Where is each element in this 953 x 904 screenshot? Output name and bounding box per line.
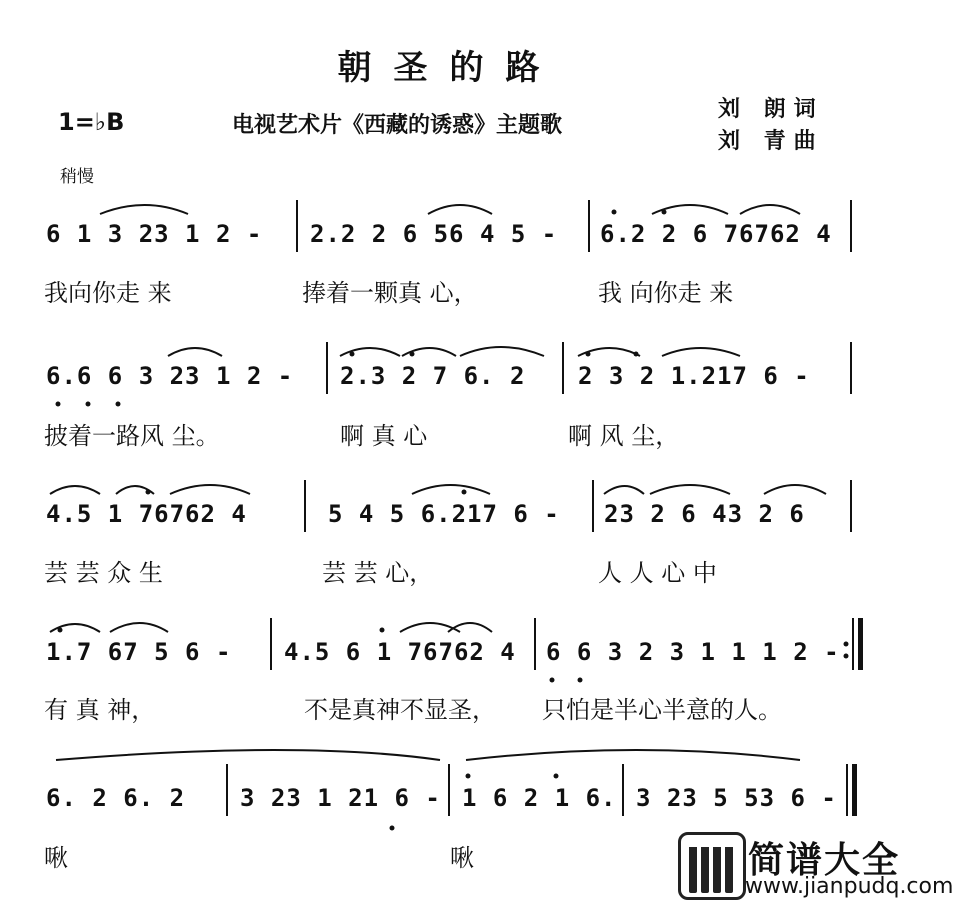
row3-measure3-notes: 23 2 6 43 2 6 — [604, 500, 805, 528]
row5-measure3-notes: 1 6 2 1 6. — [462, 784, 617, 812]
row4-measure3-notes: 6 6 3 2 3 1 1 1 2 - — [546, 638, 840, 666]
piano-logo-icon — [678, 832, 746, 900]
row2-lyrics2: 啊 真 心 — [340, 422, 428, 450]
row5-measure4-notes: 3 23 5 53 6 - — [636, 784, 837, 812]
row4-lyrics2: 不是真神不显圣， — [304, 696, 496, 724]
tempo-marking: 稍慢 — [60, 167, 94, 187]
row4-measure1-notes: 1.7 67 5 6 - — [46, 638, 232, 666]
row5-lyrics3: 啾 — [450, 844, 474, 872]
row4-measure2-notes: 4.5 6 1 76762 4 — [284, 638, 516, 666]
row1-lyrics1: 我向你走 来 — [44, 279, 172, 307]
row5-lyrics1: 啾 — [44, 844, 68, 872]
row4-lyrics1: 有 真 神， — [44, 696, 156, 724]
row3-lyrics3: 人 人 心 中 — [598, 559, 717, 587]
row2-measure1-notes: 6.6 6 3 23 1 2 - — [46, 362, 294, 390]
lyricist-credit: 刘 朗词 — [718, 97, 824, 122]
key-signature: 1=♭B — [58, 108, 125, 136]
row1-measure1-notes: 6 1 3 23 1 2 - — [46, 220, 263, 248]
row2-lyrics1: 披着一路风 尘。 — [44, 422, 220, 450]
row2-measure2-notes: 2.3 2 7 6. 2 — [340, 362, 526, 390]
row1-measure3-notes: 6.2 2 6 76762 4 — [600, 220, 832, 248]
row2-measure3-notes: 2 3 2 1.217 6 - — [578, 362, 810, 390]
row3-lyrics1: 芸 芸 众 生 — [44, 559, 163, 587]
song-title: 朝圣的路 — [337, 48, 562, 88]
composer-credit: 刘 青曲 — [718, 129, 824, 154]
row1-measure2-notes: 2.2 2 6 56 4 5 - — [310, 220, 558, 248]
row3-measure2-notes: 5 4 5 6.217 6 - — [328, 500, 560, 528]
row4-lyrics3: 只怕是半心半意的人。 — [542, 696, 782, 724]
row5-measure1-notes: 6. 2 6. 2 — [46, 784, 186, 812]
row1-lyrics3: 我 向你走 来 — [598, 279, 734, 307]
row3-lyrics2: 芸 芸 心， — [322, 559, 434, 587]
brand-name: 简谱大全 — [748, 840, 901, 881]
brand-url: www.jianpudq.com — [745, 874, 953, 899]
row3-measure1-notes: 4.5 1 76762 4 — [46, 500, 247, 528]
song-subtitle: 电视艺术片《西藏的诱惑》主题歌 — [232, 113, 563, 138]
row1-lyrics2: 捧着一颗真 心， — [302, 279, 478, 307]
row5-measure2-notes: 3 23 1 21 6 - — [240, 784, 441, 812]
row2-lyrics3: 啊 风 尘， — [568, 422, 680, 450]
